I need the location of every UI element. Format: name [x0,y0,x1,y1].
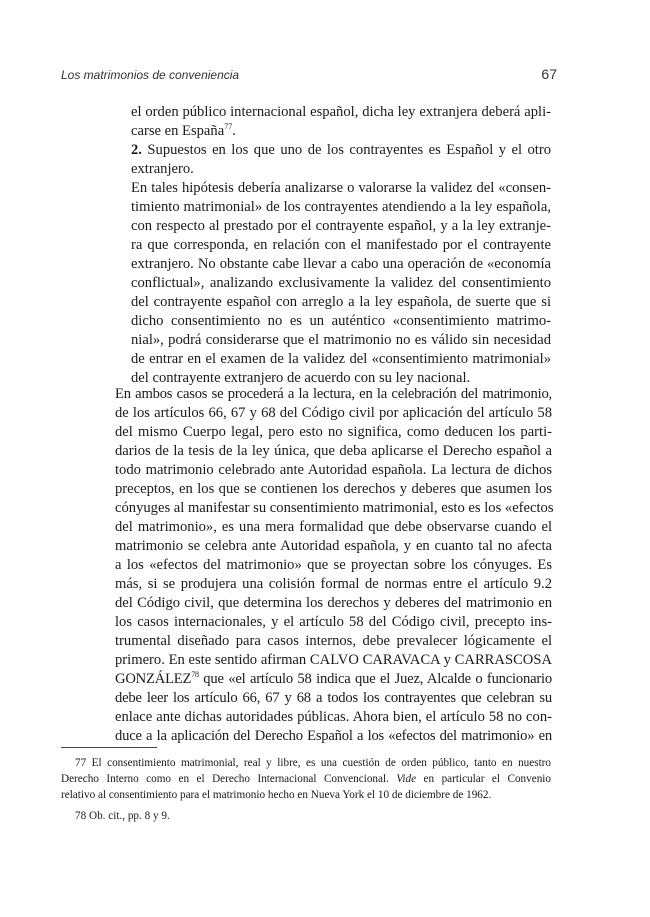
text-line: de los artículos 66, 67 y 68 del Código civil por aplicación del artículo 58 [115,405,552,421]
text-line: del Código civil, que determina los derechos y deberes del matrimonio en [115,595,552,611]
text-line: conflictual», analizando exclusivamente la validez del consentimiento [131,275,551,291]
text-line: GONZÁLEZ$^{78}$ que «el artículo 58 indica que el Juez, Alcalde o funcionario [115,670,552,687]
running-title: Los matrimonios de conveniencia [61,68,240,82]
text-line: del matrimonio», es una mera formalidad que debe observarse cuando el [115,519,552,535]
text-line: dicho consentimiento no es un auténtico «consentimiento matrimo- [131,313,551,329]
text-line: los casos internacionales, y el artículo 58 del Código civil, precepto ins- [115,614,552,630]
section-heading-line: 2. Supuestos en los que uno de los contrayentes es Español y el otro [131,142,551,158]
text-line: matrimonio se celebra ante Autoridad española, y en cuanto tal no afecta [115,538,552,554]
footnote-separator [61,747,157,748]
footnotes [61,755,551,824]
text-line: extranjero. No obstante cabe llevar a cabo una operación de «economía [131,256,551,272]
text-line: todo matrimonio celebrado ante Autoridad española. La lectura de dichos [115,462,552,478]
footnote-78: 78 Ob. cit., pp. 8 y 9. [75,810,170,822]
text-line: En ambos casos se procederá a la lectura, en la celebración del matrimonio, [115,386,552,402]
text-line: del mismo Cuerpo legal, pero esto no significa, como deducen los parti- [115,424,552,440]
text-line: primero. En este sentido afirman CALVO CARAVACA y CARRASCOSA [115,652,552,668]
text-line: preceptos, en los que se contienen los derechos y deberes que asumen los [115,481,552,497]
footnote-77-line: relativo al consentimiento para el matrimonio hecho en Nueva York el 10 de diciembre de 1962. [61,789,492,801]
footnote-77-line: Derecho Interno como en el Derecho Internacional Convencional. Vide en particular el Convenio [61,773,551,785]
main-paragraph [115,385,552,746]
page-header [61,66,557,84]
text-line: a los «efectos del matrimonio» que se proyectan sobre los cónyuges. Es [115,557,552,573]
text-line: el orden público internacional español, dicha ley extranjera deberá apli- [131,104,551,120]
text-line: del contrayente español con arreglo a la ley española, de suerte que si [131,294,551,310]
footnote-77-line: 77 El consentimiento matrimonial, real y libre, es una cuestión de orden público, tanto en nuestro [75,757,551,769]
page-number: 67 [541,66,557,82]
text-line: En tales hipótesis debería analizarse o valorarse la validez del «consen- [131,180,551,196]
text-line: duce a la aplicación del Derecho Español a los «efectos del matrimonio» en [115,728,552,744]
section-number: 2. [131,142,142,158]
indented-block [131,103,551,388]
text-line: más, si se produjera una colisión formal de normas entre el artículo 9.2 [115,576,552,592]
text-line: carse en España$^{77}$. [131,122,236,139]
text-line: timiento matrimonial» de los contrayentes atendiendo a la ley española, [131,199,551,215]
text-line: extranjero. [131,161,194,177]
footnote-ref[interactable]: 78 [191,670,199,679]
text-line: con respecto al prestado por el contrayente español, y a la ley extranje- [131,218,551,234]
text-line: del contrayente extranjero de acuerdo con su ley nacional. [131,370,471,386]
text-line: trumental diseñado para casos internos, debe prevalecer lógicamente el [115,633,552,649]
text-line: de entrar en el examen de la validez del «consentimiento matrimonial» [131,351,551,367]
text-line: nial», podrá considerarse que el matrimonio no es válido sin necesidad [131,332,551,348]
text-line: ra que corresponda, en relación con el manifestado por el contrayente [131,237,551,253]
footnote-ref[interactable]: 77 [224,122,233,131]
text-line: cónyuges al manifestar su consentimiento matrimonial, esto es los «efectos [115,500,554,516]
text-line: enlace ante dichas autoridades públicas. Ahora bien, el artículo 58 no con- [115,709,552,725]
text-line: darios de la tesis de la ley única, que deba aplicarse el Derecho español a [115,443,552,459]
text-line: debe leer los artículo 66, 67 y 68 a todos los contrayentes que celebran su [115,690,552,706]
